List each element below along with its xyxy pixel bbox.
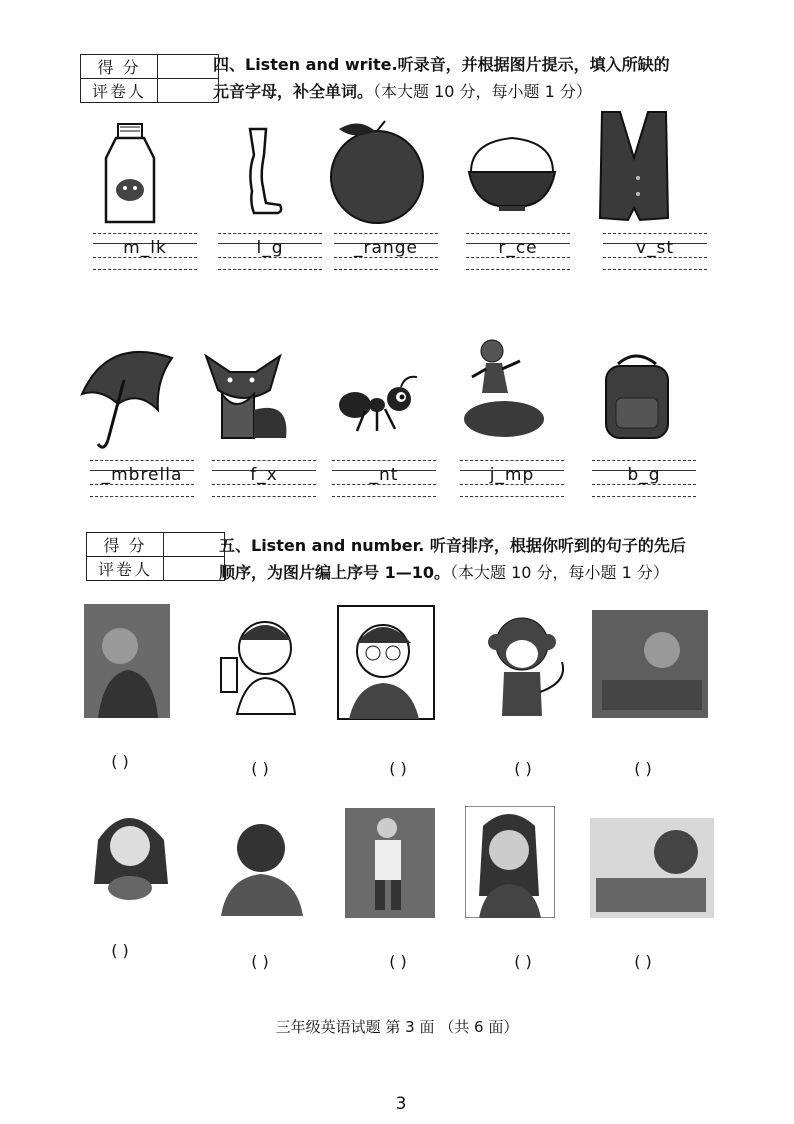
answer-slot[interactable]: ( ) (111, 941, 129, 960)
jumping-child-icon (462, 335, 547, 440)
word-text: f_x (250, 465, 278, 485)
score-label: 得 分 (81, 55, 158, 79)
fox-icon (200, 350, 295, 445)
photo-girl-pointing-icon (84, 604, 170, 718)
answer-slot[interactable]: ( ) (634, 952, 652, 971)
page-number: 3 (395, 1094, 407, 1114)
score-field[interactable] (158, 55, 219, 79)
word-text: r_ce (498, 238, 538, 258)
section-5-heading-line2: 顺序，为图片编上序号 1—10。 (219, 563, 450, 582)
word-line[interactable] (334, 231, 438, 271)
word-line[interactable] (460, 458, 564, 498)
boy-with-glasses-icon (337, 605, 435, 720)
grader-field[interactable] (158, 79, 219, 103)
word-line[interactable] (603, 231, 707, 271)
word-line[interactable] (332, 458, 436, 498)
word-line[interactable] (466, 231, 570, 271)
boy-with-drink-icon (215, 614, 307, 716)
section-5-heading-note: （本大题 10 分，每小题 1 分） (449, 563, 669, 582)
word-text: _mbrella (101, 465, 183, 485)
answer-slot[interactable]: ( ) (389, 759, 407, 778)
photo-boy-at-table-icon (592, 610, 708, 718)
rice-bowl-icon (465, 132, 560, 212)
word-text: l_g (256, 238, 284, 258)
word-line[interactable] (90, 458, 194, 498)
section-5-heading (219, 532, 779, 586)
answer-slot[interactable]: ( ) (111, 752, 129, 771)
umbrella-icon (78, 340, 178, 455)
word-line[interactable] (212, 458, 316, 498)
bag-icon (600, 352, 675, 442)
score-label: 得 分 (87, 533, 164, 557)
answer-slot[interactable]: ( ) (389, 952, 407, 971)
orange-icon (325, 115, 430, 227)
photo-girl-hand-on-face-icon (465, 806, 555, 918)
section-4-heading-line1: 四、Listen and write.听录音，并根据图片提示，填入所缺的 (213, 55, 670, 74)
word-text: _nt (369, 465, 399, 485)
photo-dark-skinned-boy-icon (213, 812, 309, 916)
grader-label: 评卷人 (87, 557, 164, 581)
milk-bottle-icon (100, 122, 160, 227)
vest-icon (594, 108, 674, 226)
photo-girl-with-cake-icon (88, 800, 174, 904)
section-4-heading-note: （本大题 10 分，每小题 1 分） (373, 82, 592, 101)
word-line[interactable] (93, 231, 197, 271)
grader-field[interactable] (164, 557, 225, 581)
section-4-heading (213, 51, 773, 105)
answer-slot[interactable]: ( ) (514, 759, 532, 778)
word-text: j_mp (489, 465, 535, 485)
word-line[interactable] (218, 231, 322, 271)
grader-label: 评卷人 (81, 79, 158, 103)
word-line[interactable] (592, 458, 696, 498)
word-text: _range (354, 238, 418, 258)
word-text: b_g (627, 465, 661, 485)
word-text: m_lk (123, 238, 167, 258)
answer-slot[interactable]: ( ) (634, 759, 652, 778)
page-footer: 三年级英语试题 第 3 面 （共 6 面） (275, 1018, 519, 1036)
ant-icon (335, 375, 425, 435)
answer-slot[interactable]: ( ) (251, 759, 269, 778)
answer-slot[interactable]: ( ) (251, 952, 269, 971)
score-box-section-4 (80, 54, 219, 103)
photo-boy-standing-icon (345, 808, 435, 918)
photo-woman-at-desk-icon (590, 818, 714, 918)
section-5-heading-line1: 五、Listen and number. 听音排序，根据你听到的句子的先后 (219, 536, 686, 555)
leg-icon (236, 125, 286, 217)
answer-slot[interactable]: ( ) (514, 952, 532, 971)
score-box-section-5 (86, 532, 225, 581)
word-text: v_st (635, 238, 675, 258)
score-field[interactable] (164, 533, 225, 557)
child-in-monkey-costume-icon (480, 612, 570, 718)
section-4-heading-line2: 元音字母，补全单词。 (213, 82, 374, 101)
